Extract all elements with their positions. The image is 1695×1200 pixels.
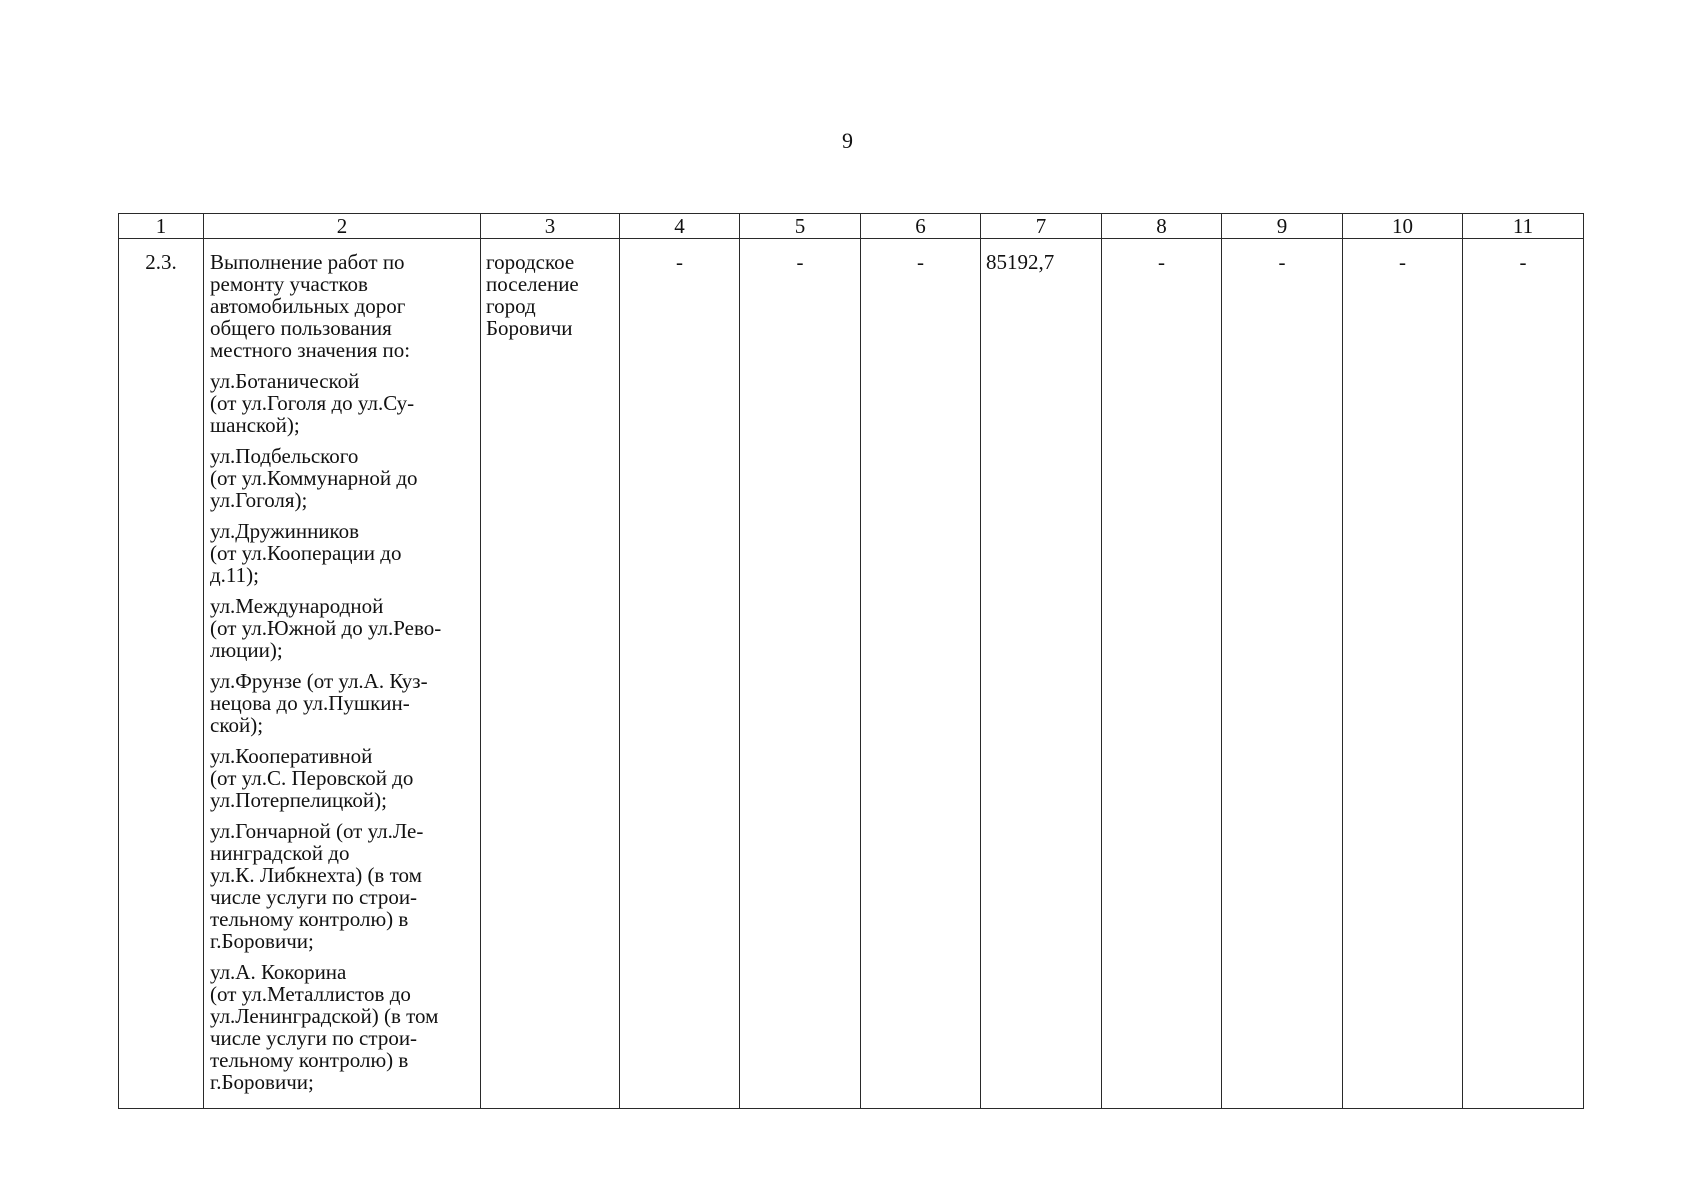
territory-line: Боровичи <box>486 316 573 340</box>
description-line: ской); <box>210 713 264 737</box>
description-line: ул.Кооперативной <box>210 744 373 768</box>
cell-col5: - <box>740 239 861 1109</box>
description-line: тельному контролю) в <box>210 1048 409 1072</box>
work-description <box>204 239 481 1109</box>
street-item <box>210 820 476 952</box>
description-line: числе услуги по строи- <box>210 885 418 909</box>
description-line: (от ул.Коммунарной до <box>210 466 418 490</box>
cell-col6: - <box>861 239 981 1109</box>
description-line: (от ул.С. Перовской до <box>210 766 414 790</box>
description-line: ул.Фрунзе (от ул.А. Куз- <box>210 669 428 693</box>
description-line: ул.К. Либкнехта) (в том <box>210 863 422 887</box>
column-header: 8 <box>1102 214 1222 239</box>
description-intro <box>210 251 476 361</box>
description-line: ул.Гоголя); <box>210 488 308 512</box>
description-line: (от ул.Металлистов до <box>210 982 411 1006</box>
column-header: 3 <box>481 214 620 239</box>
street-item <box>210 445 476 511</box>
description-line: общего пользования <box>210 316 392 340</box>
column-header: 11 <box>1463 214 1584 239</box>
column-header: 10 <box>1343 214 1463 239</box>
street-item <box>210 670 476 736</box>
description-line: шанской); <box>210 413 300 437</box>
cell-col8: - <box>1102 239 1222 1109</box>
street-item <box>210 961 476 1093</box>
cell-col10: - <box>1343 239 1463 1109</box>
description-line: ул.Международной <box>210 594 384 618</box>
territory-line: город <box>486 294 536 318</box>
cell-col4: - <box>620 239 740 1109</box>
description-line: ул.Дружинников <box>210 519 360 543</box>
territory-cell <box>481 239 620 1109</box>
description-line: нецова до ул.Пушкин- <box>210 691 410 715</box>
territory-line: городское <box>486 250 575 274</box>
description-line: местного значения по: <box>210 338 411 362</box>
description-line: ул.А. Кокорина <box>210 960 347 984</box>
description-line: автомобильных дорог <box>210 294 406 318</box>
street-item <box>210 745 476 811</box>
street-item <box>210 520 476 586</box>
territory-line: поселение <box>486 272 579 296</box>
street-item <box>210 370 476 436</box>
column-header: 2 <box>204 214 481 239</box>
description-line: (от ул.Кооперации до <box>210 541 402 565</box>
description-line: нинградской до <box>210 841 350 865</box>
description-line: (от ул.Гоголя до ул.Су- <box>210 391 415 415</box>
cell-col11: - <box>1463 239 1584 1109</box>
description-line: ул.Гончарной (от ул.Ле- <box>210 819 424 843</box>
street-item <box>210 595 476 661</box>
column-header: 1 <box>119 214 204 239</box>
row-number: 2.3. <box>119 239 204 1109</box>
description-line: г.Боровичи; <box>210 929 314 953</box>
description-line: ремонту участков <box>210 272 368 296</box>
table-row <box>119 239 1584 1109</box>
column-header: 5 <box>740 214 861 239</box>
description-line: ул.Потерпелицкой); <box>210 788 387 812</box>
description-line: д.11); <box>210 563 259 587</box>
column-header: 6 <box>861 214 981 239</box>
description-line: г.Боровичи; <box>210 1070 314 1094</box>
column-header: 7 <box>981 214 1102 239</box>
description-line: ул.Ленинградской) (в том <box>210 1004 439 1028</box>
description-line: числе услуги по строи- <box>210 1026 418 1050</box>
description-line: (от ул.Южной до ул.Рево- <box>210 616 442 640</box>
description-line: тельному контролю) в <box>210 907 409 931</box>
cell-col9: - <box>1222 239 1343 1109</box>
column-number-row <box>119 214 1584 239</box>
column-header: 4 <box>620 214 740 239</box>
program-table <box>118 213 1584 1109</box>
description-line: люции); <box>210 638 283 662</box>
column-header: 9 <box>1222 214 1343 239</box>
description-line: ул.Подбельского <box>210 444 359 468</box>
page-number: 9 <box>842 128 853 153</box>
description-line: ул.Ботанической <box>210 369 360 393</box>
description-line: Выполнение работ по <box>210 250 405 274</box>
cell-col7-amount: 85192,7 <box>981 239 1102 1109</box>
